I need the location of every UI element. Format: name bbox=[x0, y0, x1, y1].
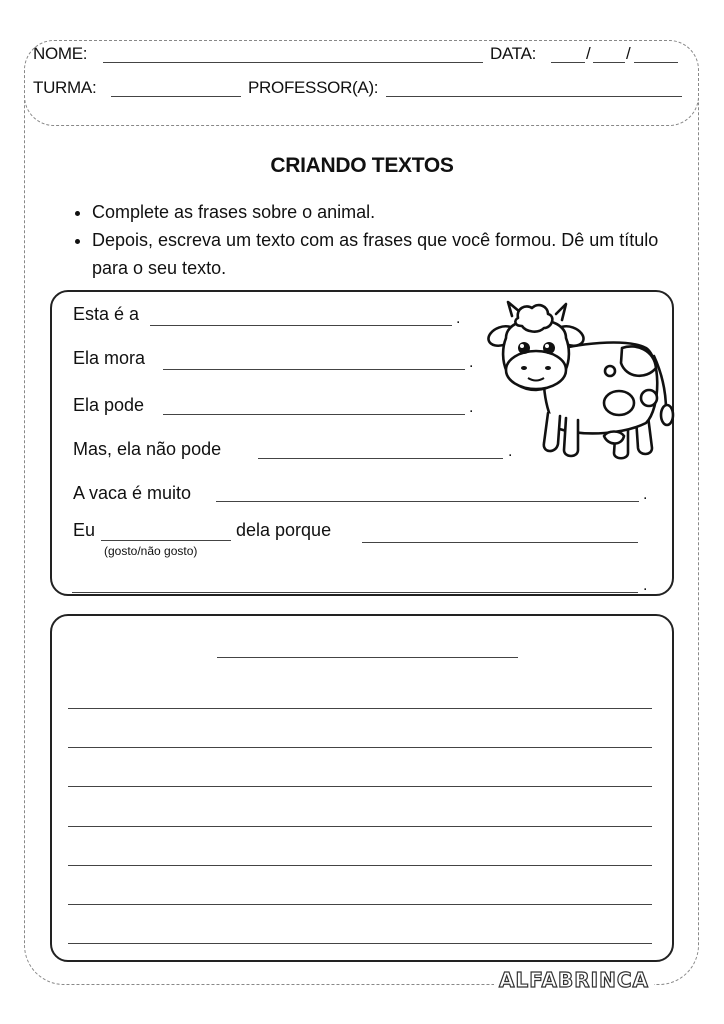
period: . bbox=[469, 354, 474, 371]
sentence-3-label: Ela pode bbox=[73, 395, 145, 415]
sentence-3-field[interactable] bbox=[163, 414, 465, 415]
sentence-4-label: Mas, ela não pode bbox=[73, 439, 222, 459]
class-label: TURMA: bbox=[33, 78, 97, 97]
teacher-label: PROFESSOR(A): bbox=[248, 78, 379, 97]
date-label: DATA: bbox=[490, 44, 537, 63]
sentence-6-reason-field[interactable] bbox=[362, 542, 638, 543]
sentence-6-reason-field-2[interactable] bbox=[72, 592, 638, 593]
instruction-item: • Depois, escreva um texto com as frases que você formou. Dê um título para o seu texto. bbox=[92, 226, 670, 282]
sentence-1-field[interactable] bbox=[150, 325, 452, 326]
writing-line-1[interactable] bbox=[68, 708, 652, 709]
sentence-6-middle: dela porque bbox=[236, 520, 332, 540]
sentence-4-field[interactable] bbox=[258, 458, 503, 459]
sentence-1-label: Esta é a bbox=[73, 304, 140, 324]
name-label: NOME: bbox=[33, 44, 88, 63]
period: . bbox=[469, 399, 474, 416]
name-row bbox=[33, 44, 87, 64]
writing-line-6[interactable] bbox=[68, 904, 652, 905]
period: . bbox=[643, 486, 648, 503]
sentence-5-label: A vaca é muito bbox=[73, 483, 192, 503]
sentence-6-choice-field[interactable] bbox=[101, 540, 231, 541]
choice-hint: (gosto/não gosto) bbox=[104, 544, 198, 558]
date-day-field[interactable] bbox=[551, 62, 585, 63]
writing-line-2[interactable] bbox=[68, 747, 652, 748]
date-sep-1: / bbox=[586, 44, 591, 63]
text-title-field[interactable] bbox=[217, 657, 518, 658]
date-month-field[interactable] bbox=[593, 62, 625, 63]
sentence-2-label: Ela mora bbox=[73, 348, 146, 368]
period: . bbox=[456, 310, 461, 327]
period: . bbox=[508, 443, 513, 460]
name-field[interactable] bbox=[103, 62, 483, 63]
period: . bbox=[643, 577, 648, 594]
teacher-field[interactable] bbox=[386, 96, 682, 97]
brand-logo: ALFABRINCA bbox=[494, 968, 654, 994]
date-sep-2: / bbox=[626, 44, 631, 63]
instruction-item: • Complete as frases sobre o animal. bbox=[92, 198, 670, 226]
sentence-6-start: Eu bbox=[73, 520, 96, 540]
writing-line-5[interactable] bbox=[68, 865, 652, 866]
sentence-5-field[interactable] bbox=[216, 501, 639, 502]
class-field[interactable] bbox=[111, 96, 241, 97]
writing-line-4[interactable] bbox=[68, 826, 652, 827]
writing-box bbox=[50, 614, 674, 962]
sentence-2-field[interactable] bbox=[163, 369, 465, 370]
writing-line-7[interactable] bbox=[68, 943, 652, 944]
instructions bbox=[70, 198, 670, 282]
page-title: CRIANDO TEXTOS bbox=[270, 154, 454, 177]
cow-icon bbox=[486, 298, 676, 468]
date-year-field[interactable] bbox=[634, 62, 678, 63]
writing-line-3[interactable] bbox=[68, 786, 652, 787]
